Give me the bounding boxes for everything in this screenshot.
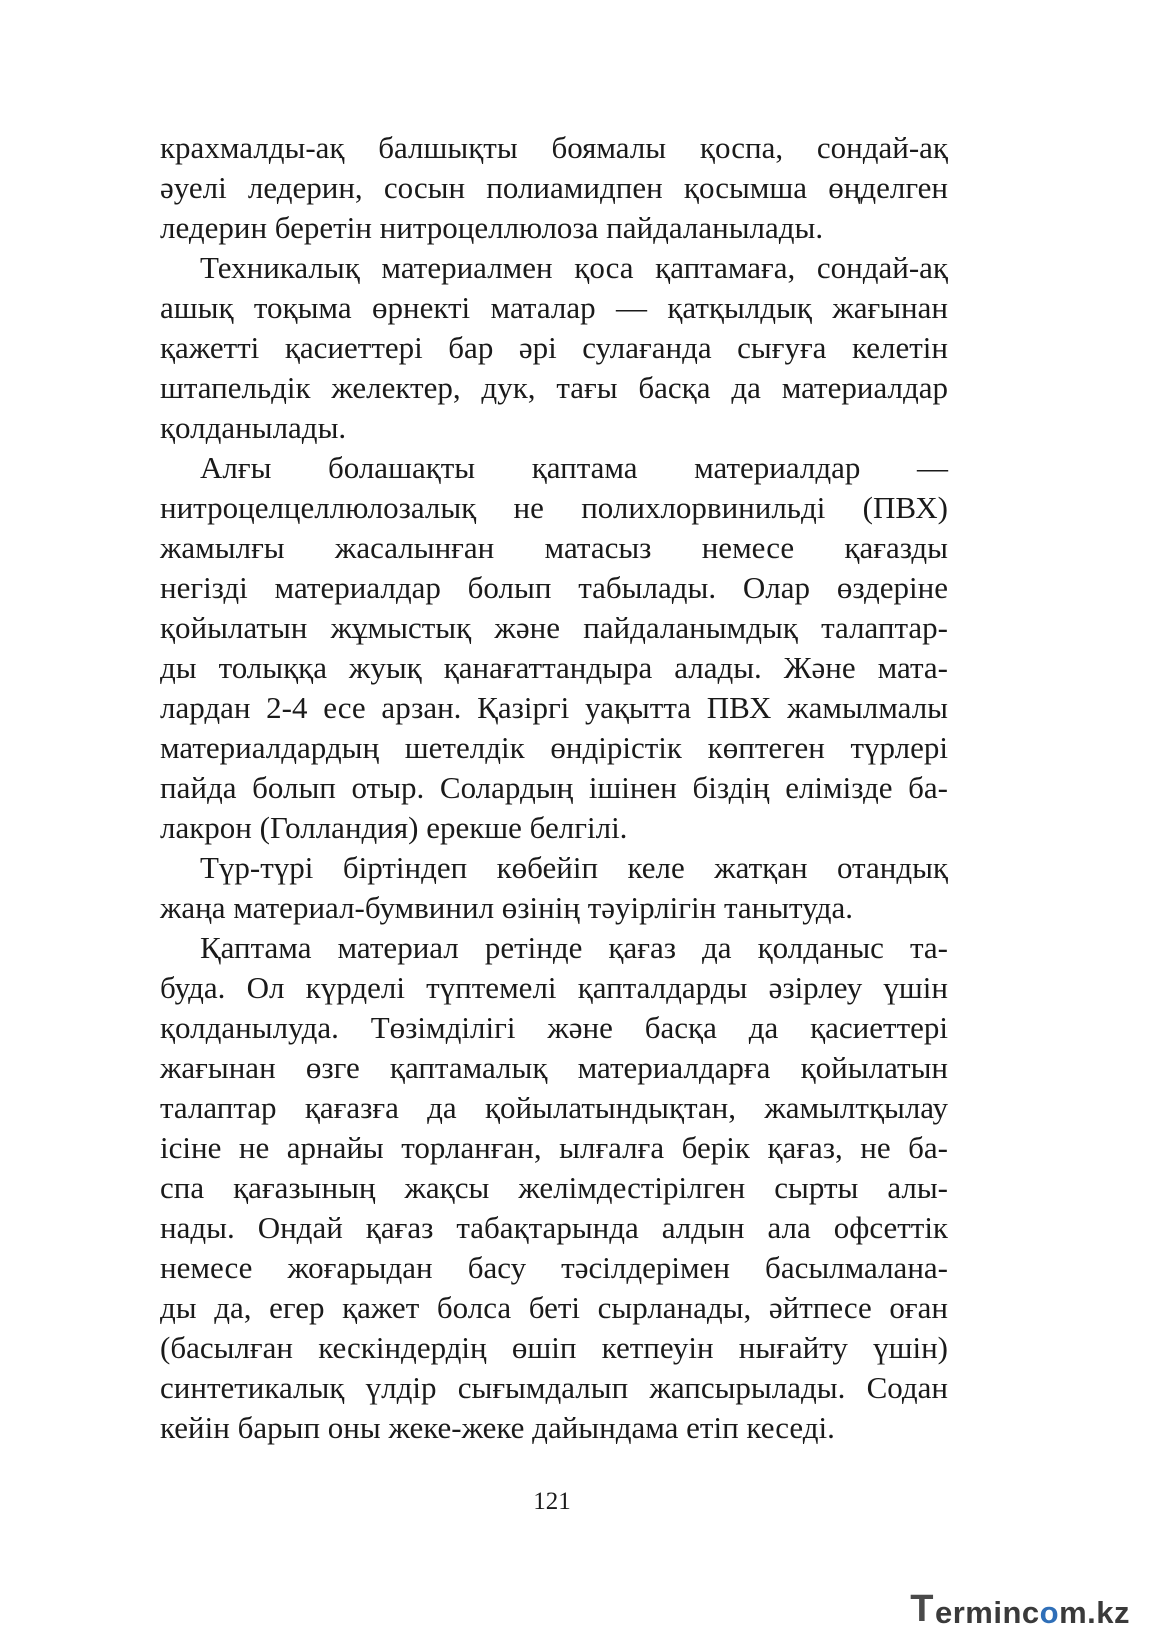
paragraph <box>160 248 948 448</box>
paragraph <box>160 848 948 928</box>
text-line: (басылған кескіндердің өшіп кетпеуін нығайту үшін) <box>160 1330 948 1365</box>
text-line: ды толыққа жуық қанағаттандыра алады. Және мата- <box>160 650 948 685</box>
paragraph <box>160 928 948 1448</box>
text-line: пайда болып отыр. Солардың ішінен біздің елімізде ба- <box>160 770 948 805</box>
watermark-domain: m.kz <box>1059 1595 1130 1630</box>
text-line: қойылатын жұмыстық және пайдаланымдық талаптар- <box>160 610 948 645</box>
watermark-o-icon: o <box>1039 1595 1060 1630</box>
text-line: әуелі ледерин, сосын полиамидпен қосымша өңделген <box>160 170 948 205</box>
text-line: кейін барып оны жеке-жеке дайындама етіп кеседі. <box>160 1410 835 1445</box>
text-line: қолданылуда. Төзімділігі және басқа да қасиеттері <box>160 1010 948 1045</box>
page-body <box>160 128 948 1448</box>
text-line: ды да, егер қажет болса беті сырланады, әйтпесе оған <box>160 1290 948 1325</box>
text-line: жаңа материал-бумвинил өзінің тәуірлігін танытуда. <box>160 890 854 925</box>
text-line: ледерин беретін нитроцеллюлоза пайдаланылады. <box>160 210 824 245</box>
text-line: материалдардың шетелдік өндірістік көптеген түрлері <box>160 730 948 765</box>
text-line: ашық тоқыма өрнекті маталар — қатқылдық жағынан <box>160 290 948 325</box>
watermark-logo <box>910 1588 1130 1631</box>
text-line: қолданылады. <box>160 410 347 445</box>
page-number: 121 <box>533 1488 571 1515</box>
paragraph <box>160 128 948 248</box>
text-line: нитроцелцеллюлозалық не полихлорвинильді (ПВХ) <box>160 490 948 525</box>
text-line: талаптар қағазға да қойылатындықтан, жамылтқылау <box>160 1090 948 1125</box>
text-line: нады. Ондай қағаз табақтарында алдын ала офсеттік <box>160 1210 948 1245</box>
watermark-t: T <box>910 1588 934 1630</box>
text-line: синтетикалық үлдір сығымдалып жапсырылады. Содан <box>160 1370 948 1405</box>
text-line: ісіне не арнайы торланған, ылғалға берік қағаз, не ба- <box>160 1130 948 1165</box>
text-line: лардан 2-4 есе арзан. Қазіргі уақытта ПВХ жамылмалы <box>160 690 948 725</box>
text-line: жамылғы жасалынған матасыз немесе қағазды <box>160 530 948 565</box>
text-line: қажетті қасиеттері бар әрі сулағанда сығуға келетін <box>160 330 948 365</box>
text-line: жағынан өзге қаптамалық материалдарға қойылатын <box>160 1050 948 1085</box>
text-line: негізді материалдар болып табылады. Олар өздеріне <box>160 570 948 605</box>
text-line: лакрон (Голландия) ерекше белгілі. <box>160 810 628 845</box>
watermark-text: erminc <box>934 1595 1040 1630</box>
text-line: немесе жоғарыдан басу тәсілдерімен басылмалана- <box>160 1250 948 1285</box>
text-line: Алғы болашақты қаптама материалдар — <box>200 450 948 485</box>
text-line: Түр-түрі біртіндеп көбейіп келе жатқан отандық <box>200 850 948 885</box>
text-line: крахмалды-ақ балшықты боямалы қоспа, сондай-ақ <box>160 130 948 165</box>
text-line: буда. Ол күрделі түптемелі қапталдарды әзірлеу үшін <box>160 970 948 1005</box>
text-line: Қаптама материал ретінде қағаз да қолданыс та- <box>200 930 948 965</box>
paragraph <box>160 448 948 848</box>
text-line: Техникалық материалмен қоса қаптамаға, сондай-ақ <box>200 250 948 285</box>
text-line: спа қағазының жақсы желімдестірілген сырты алы- <box>160 1170 948 1205</box>
text-line: штапельдік желектер, дук, тағы басқа да материалдар <box>160 370 948 405</box>
